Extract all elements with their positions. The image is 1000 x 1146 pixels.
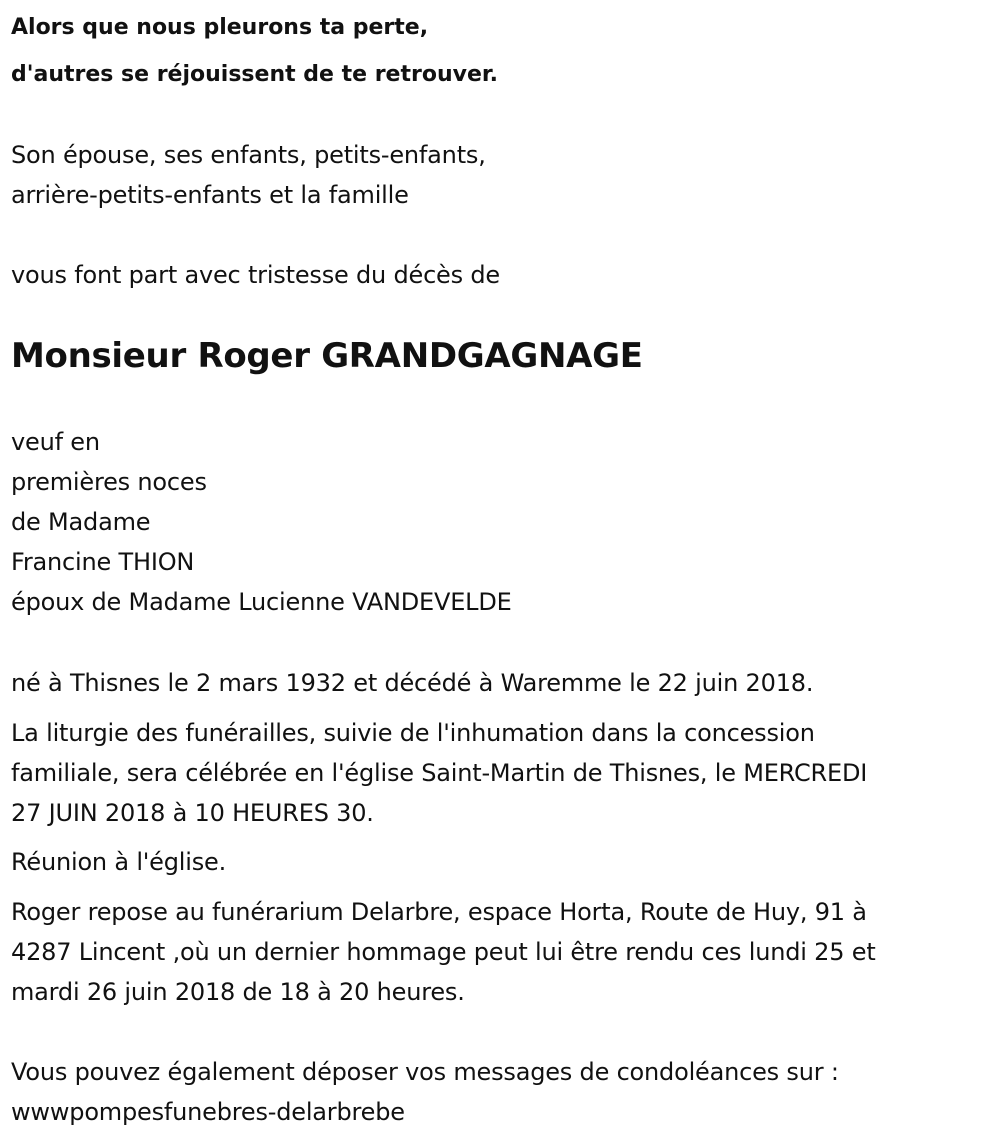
announcement-text: vous font part avec tristesse du décès de [11,261,500,289]
motto-line-1: Alors que nous pleurons ta perte, [11,15,429,40]
condolences-website: wwwpompesfunebres-delarbrebe [11,1098,405,1126]
liturgy-line-1: La liturgie des funérailles, suivie de l'inhumation dans la concession [11,719,815,747]
liturgy-line-3: 27 JUIN 2018 à 10 HEURES 30. [11,799,374,827]
marital-line-2: premières noces [11,468,207,496]
family-line-1: Son épouse, ses enfants, petits-enfants, [11,141,486,169]
marital-line-1: veuf en [11,428,100,456]
deceased-name: Monsieur Roger GRANDGAGNAGE [11,336,643,376]
condolences-block [11,1052,839,1132]
motto-line-2: d'autres se réjouissent de te retrouver. [11,62,498,87]
repose-line-1: Roger repose au funérarium Delarbre, espace Horta, Route de Huy, 91 à [11,898,867,926]
liturgy-block [11,713,867,833]
repose-line-3: mardi 26 juin 2018 de 18 à 20 heures. [11,978,465,1006]
marital-line-4: Francine THION [11,548,195,576]
repose-block [11,892,876,1012]
condolences-line-1: Vous pouvez également déposer vos messages de condoléances sur : [11,1058,839,1086]
birth-death-text: né à Thisnes le 2 mars 1932 et décédé à Waremme le 22 juin 2018. [11,669,814,697]
family-block [11,135,486,215]
marital-line-3: de Madame [11,508,151,536]
family-line-2: arrière-petits-enfants et la famille [11,181,409,209]
liturgy-line-2: familiale, sera célébrée en l'église Saint-Martin de Thisnes, le MERCREDI [11,759,868,787]
reunion-text: Réunion à l'église. [11,848,227,876]
repose-line-2: 4287 Lincent ,où un dernier hommage peut lui être rendu ces lundi 25 et [11,938,876,966]
marital-line-5: époux de Madame Lucienne VANDEVELDE [11,588,512,616]
marital-block [11,422,512,622]
